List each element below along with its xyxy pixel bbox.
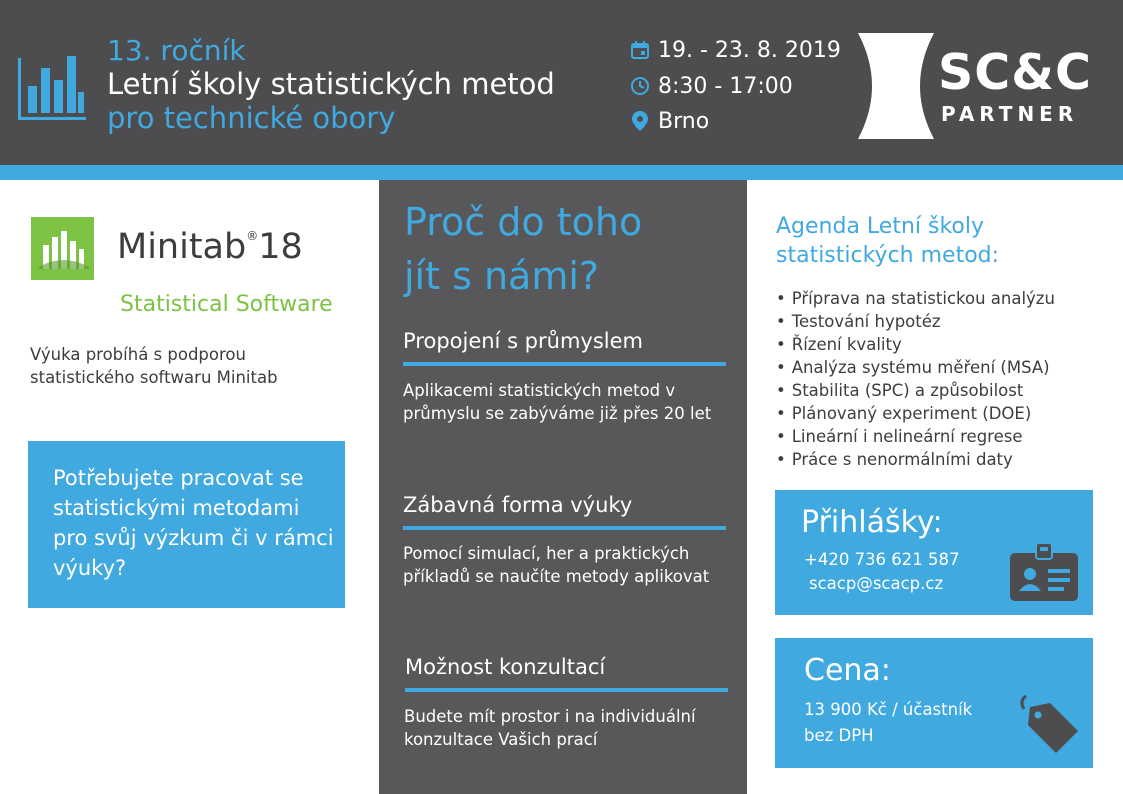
section-heading-industry: Propojení s průmyslem bbox=[403, 329, 643, 353]
minitab-tagline: Statistical Software bbox=[120, 292, 333, 317]
price-note: bez DPH bbox=[804, 726, 874, 745]
price-title: Cena: bbox=[804, 653, 891, 688]
list-item: • Testování hypotéz bbox=[776, 310, 1055, 333]
brand-name: SC&C bbox=[938, 44, 1092, 101]
software-note: Výuka probíhá s podporou statistického softwaru Minitab bbox=[30, 345, 278, 387]
registration-title: Přihlášky: bbox=[801, 505, 943, 540]
section-divider bbox=[403, 526, 726, 530]
minitab-name: Minitab®18 bbox=[117, 227, 303, 267]
list-item: • Lineární i nelineární regrese bbox=[776, 425, 1055, 448]
event-date: 19. - 23. 8. 2019 bbox=[658, 37, 841, 63]
page-title: Letní školy statistických metod bbox=[107, 67, 555, 101]
accent-stripe bbox=[0, 165, 1123, 180]
agenda-title: Agenda Letní školy statistických metod: bbox=[776, 214, 1000, 268]
registered-mark: ® bbox=[246, 229, 259, 243]
agenda-list bbox=[776, 287, 1055, 471]
list-item: • Práce s nenormálními daty bbox=[776, 448, 1055, 471]
registration-email[interactable]: scacp@scacp.cz bbox=[809, 574, 944, 593]
section-divider bbox=[403, 362, 726, 366]
brand-tagline: PARTNER bbox=[941, 102, 1079, 126]
why-us-title-line1: Proč do toho bbox=[404, 200, 643, 244]
scc-logo-mark bbox=[858, 33, 934, 139]
price-tag-icon bbox=[1016, 693, 1082, 759]
why-us-title-line2: jít s námi? bbox=[404, 254, 600, 298]
section-body-industry: Aplikacemi statistických metod v průmyslu se zabýváme již přes 20 let bbox=[403, 381, 712, 423]
price-amount: 13 900 Kč / účastník bbox=[804, 700, 973, 719]
event-time: 8:30 - 17:00 bbox=[658, 73, 793, 99]
bar-chart-icon bbox=[18, 54, 88, 124]
section-heading-consult: Možnost konzultací bbox=[405, 655, 606, 679]
section-body-consult: Budete mít prostor i na individuální konzultace Vašich prací bbox=[404, 707, 696, 749]
id-card-icon bbox=[1010, 543, 1078, 601]
section-heading-fun: Zábavná forma výuky bbox=[403, 493, 633, 517]
place-row bbox=[630, 106, 709, 136]
list-item: • Analýza systému měření (MSA) bbox=[776, 356, 1055, 379]
list-item: • Příprava na statistickou analýzu bbox=[776, 287, 1055, 310]
registration-phone[interactable]: +420 736 621 587 bbox=[804, 550, 960, 569]
question-text: Potřebujete pracovat se statistickými metodami pro svůj výzkum či v rámci výuky? bbox=[53, 466, 334, 580]
list-item: • Řízení kvality bbox=[776, 333, 1055, 356]
time-row bbox=[630, 71, 793, 101]
event-place: Brno bbox=[658, 108, 710, 134]
list-item: • Plánovaný experiment (DOE) bbox=[776, 402, 1055, 425]
section-divider bbox=[405, 688, 728, 692]
minitab-logo-icon bbox=[31, 217, 94, 280]
page-subtitle: pro technické obory bbox=[107, 101, 396, 135]
date-row bbox=[630, 35, 841, 65]
section-body-fun: Pomocí simulací, her a praktických příkladů se naučíte metody aplikovat bbox=[403, 544, 710, 586]
calendar-icon bbox=[630, 40, 650, 60]
edition-label: 13. ročník bbox=[107, 34, 246, 67]
list-item: • Stabilita (SPC) a způsobilost bbox=[776, 379, 1055, 402]
minitab-version: 18 bbox=[258, 227, 303, 267]
location-pin-icon bbox=[630, 110, 650, 132]
clock-icon bbox=[630, 76, 650, 96]
